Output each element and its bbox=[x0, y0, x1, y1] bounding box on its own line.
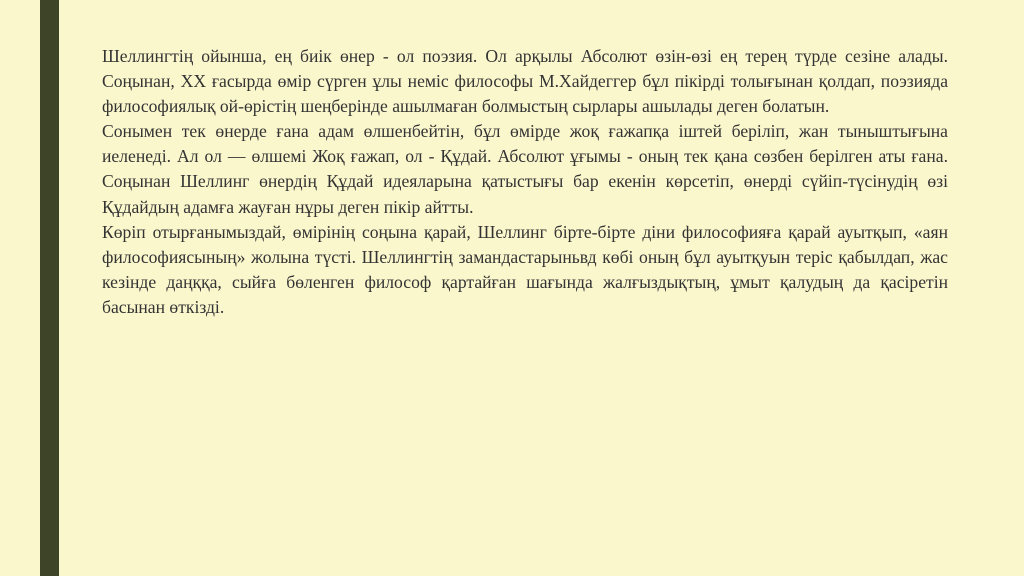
paragraph-3: Көріп отырғанымыздай, өмірінің соңына қарай, Шеллинг бірте-бірте діни философияға қарай ауытқып, «аян философиясының» жолына түсті. Шеллингтің замандастарыньвд көбі оның бұл ауытқуын теріс қабылдап, жас кезінде даңққа, сыйға бөленген философ қартайған шағында жалғыздықтың, ұмыт қалудың да қасіретін басынан өткізді. bbox=[102, 221, 948, 317]
left-accent-bar bbox=[40, 0, 59, 576]
slide-text-body bbox=[102, 44, 948, 320]
paragraph-2: Сонымен тек өнерде ғана адам өлшенбейтін, бұл өмірде жоқ ғажапқа іштей беріліп, жан тыныштығына иеленеді. Ал ол — өлшемі Жоқ ғажап, ол - Құдай. Абсолют ұғымы - оның тек қана сөзбен берілген аты ғана. Соңынан Шеллинг өнердің Құдай идеяларына қатыстығы бар екенін көрсетіп, өнерді сүйіп-түсінудің өзі Құдайдың адамға жауған нұры деген пікір айтты. bbox=[102, 121, 948, 217]
paragraph-1: Шеллингтің ойынша, ең биік өнер - ол поэзия. Ол арқылы Абсолют өзін-өзі ең терең түрде сезіне алады. Соңынан, XX ғасырда өмір сүрген ұлы неміс философы М.Хайдеггер бұл пікірді толығынан қолдап, поэзияда философиялық ой-өрістің шеңберінде ашылмаған болмыстың сырлары ашылады деген болатын. bbox=[102, 46, 948, 117]
